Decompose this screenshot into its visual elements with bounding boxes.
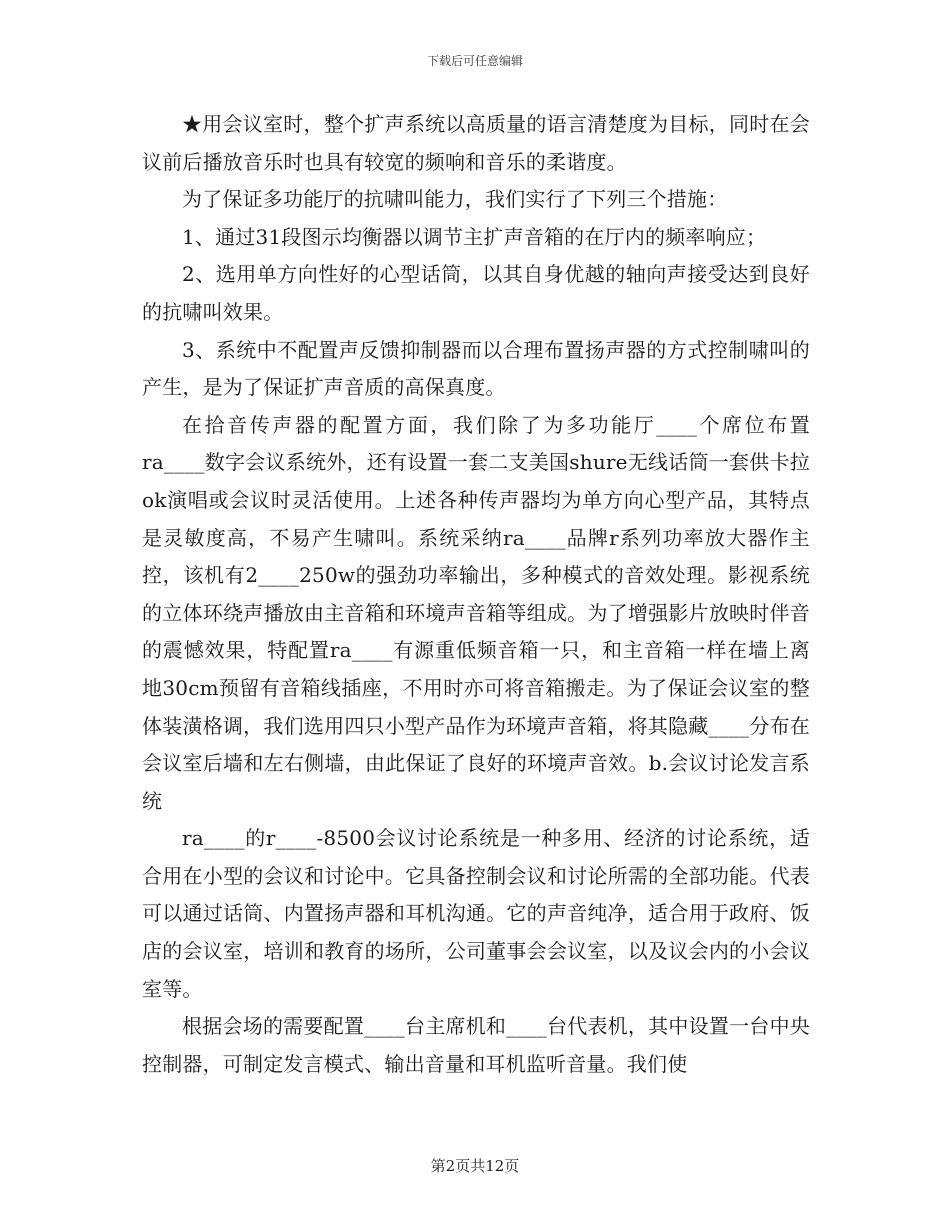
paragraph-6: 在拾音传声器的配置方面，我们除了为多功能厅____个席位布置ra____数字会议系统外，还有设置一套二支美国shure无线话筒一套供卡拉ok演唱或会议时灵活使用。上述各种传声器均为单方向心型产品，其特点是灵敏度高，不易产生啸叫。系统采纳ra____品牌r系列功率放大器作主控，该机有2____250w的强劲功率输出，多种模式的音效处理。影视系统的立体环绕声播放由主音箱和环境声音箱等组成。为了增强影片放映时伴音的震憾效果，特配置ra____有源重低频音箱一只，和主音箱一样在墙上离地30cm预留有音箱线插座，不用时亦可将音箱搬走。为了保证会议室的整体装潢格调，我们选用四只小型产品作为环境声音箱，将其隐藏____分布在会议室后墙和左右侧墙，由此保证了良好的环境声音效。b.会议讨论发言系统 xyxy=(142,412,810,813)
page-header: 下载后可任意编辑 xyxy=(426,54,523,68)
paragraph-5: 3、系统中不配置声反馈抑制器而以合理布置扬声器的方式控制啸叫的产生，是为了保证扩声音质的高保真度。 xyxy=(142,337,810,400)
paragraph-8: 根据会场的需要配置____台主席机和____台代表机，其中设置一台中央控制器，可制定发言模式、输出音量和耳机监听音量。我们使 xyxy=(142,1014,810,1076)
document-body xyxy=(142,106,810,1083)
paragraph-4: 2、选用单方向性好的心型话筒，以其自身优越的轴向声接受达到良好的抗啸叫效果。 xyxy=(142,262,810,324)
page-footer: 第2页共12页 xyxy=(430,1157,520,1175)
paragraph-3: 1、通过31段图示均衡器以调节主扩声音箱的在厅内的频率响应； xyxy=(182,224,767,249)
paragraph-2: 为了保证多功能厅的抗啸叫能力，我们实行了下列三个措施： xyxy=(182,187,728,212)
paragraph-7: ra____的r____-8500会议讨论系统是一种多用、经济的讨论系统，适合用在小型的会议和讨论中。它具备控制会议和讨论所需的全部功能。代表可以通过话筒、内置扬声器和耳机沟通。它的声音纯净，适合用于政府、饭店的会议室，培训和教育的场所，公司董事会会议室，以及议会内的小会议室等。 xyxy=(142,826,810,1001)
paragraph-1: ★用会议室时，整个扩声系统以高质量的语言清楚度为目标，同时在会议前后播放音乐时也具有较宽的频响和音乐的柔谐度。 xyxy=(142,112,810,174)
